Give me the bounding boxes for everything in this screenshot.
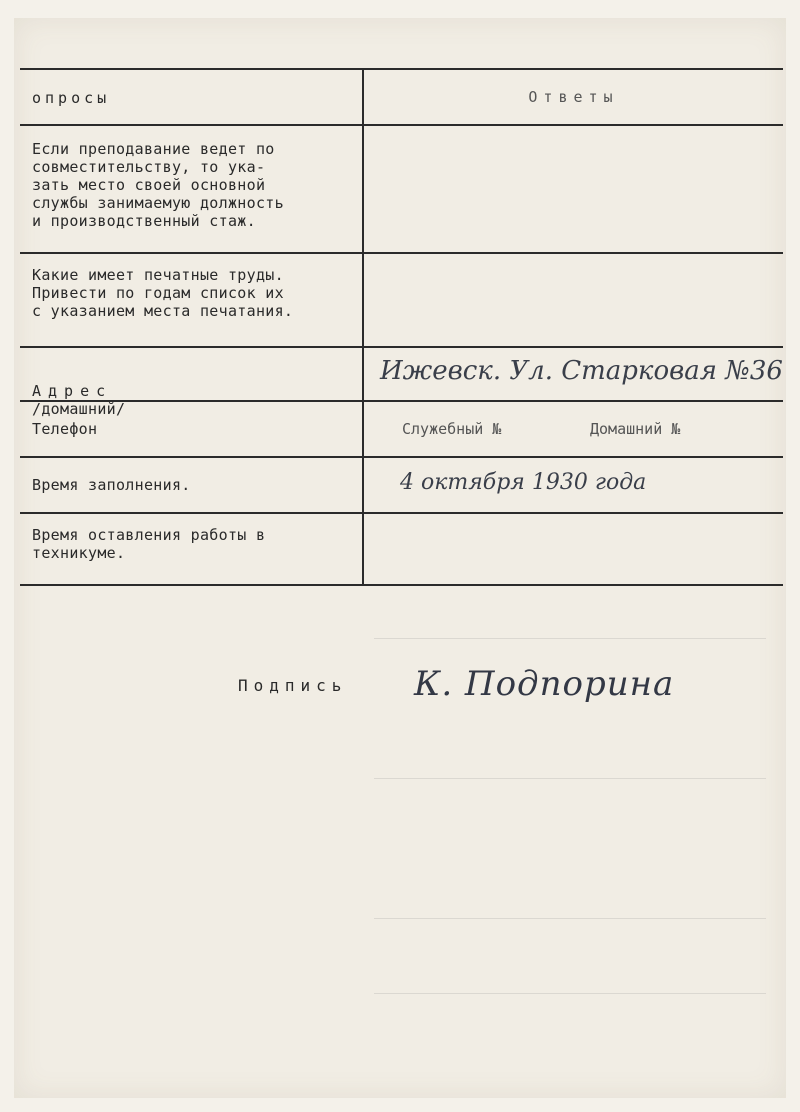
bleed-line <box>374 918 766 919</box>
question-publications: Какие имеет печатные труды. Привести по годам список их с указанием места печатания. <box>20 254 364 346</box>
table-row <box>20 126 783 254</box>
answers-column-header: Ответы <box>528 88 619 106</box>
question-address <box>20 348 364 418</box>
answer-address <box>364 348 783 400</box>
bleed-line <box>374 778 766 779</box>
questions-column-header: опросы <box>20 70 364 124</box>
table-row <box>20 514 783 586</box>
table-row <box>20 348 783 418</box>
phone-office-label: Служебный № <box>402 420 502 438</box>
question-fill-date: Время заполнения. <box>20 458 364 512</box>
questionnaire-table <box>20 68 783 586</box>
answer-publications <box>364 254 783 346</box>
address-handwritten: Ижевск. Ул. Старковая №36 <box>380 356 783 386</box>
table-row <box>20 254 783 348</box>
answer-fill-date <box>364 458 783 512</box>
question-leave-date: Время оставления работы в техникуме. <box>20 514 364 584</box>
answer-leave-date <box>364 514 783 584</box>
bleed-line <box>374 993 766 994</box>
signature-label: Подпись <box>238 676 348 695</box>
question-phone: Телефон <box>20 402 364 456</box>
fill-date-handwritten: 4 октября 1930 года <box>400 470 647 495</box>
answer-side-job <box>364 126 783 252</box>
table-row <box>20 458 783 514</box>
signature: К. Подпорина <box>414 664 675 704</box>
address-label-suffix: /домашний/ <box>32 400 126 418</box>
phone-home-label: Домашний № <box>590 420 681 438</box>
answer-phone <box>364 402 783 456</box>
question-side-job: Если преподавание ведет по совместительству, то ука- зать место своей основной службы занимаемую должность и производственный стаж. <box>20 126 364 252</box>
bleed-line <box>374 638 766 639</box>
address-label: Адрес <box>32 382 113 400</box>
table-header-row <box>20 70 783 126</box>
table-row <box>20 402 783 458</box>
